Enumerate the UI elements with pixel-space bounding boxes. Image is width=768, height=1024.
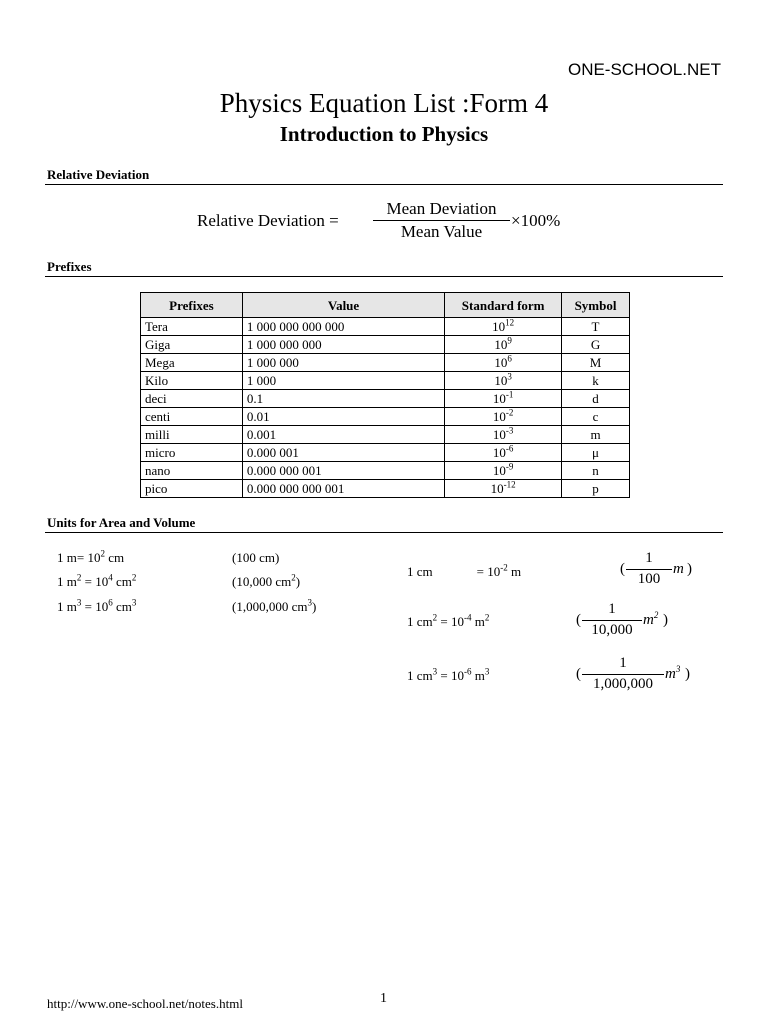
formula-fraction: [373, 199, 510, 242]
note-text: (100 cm): [232, 550, 280, 565]
superscript: 2: [432, 612, 438, 623]
standard-form-cell: [445, 372, 562, 390]
fraction-numerator: 1: [608, 601, 616, 617]
symbol-cell: n: [562, 462, 630, 480]
base-ten: 10: [494, 337, 508, 352]
table-row: [141, 408, 630, 426]
value-cell: 0.000 000 000 001: [242, 480, 444, 498]
unit-conversion-row: [407, 564, 521, 580]
close-paren: ): [687, 561, 692, 577]
section-divider: [45, 276, 723, 277]
superscript: 3: [432, 666, 438, 677]
footer-url: http://www.one-school.net/notes.html: [47, 996, 243, 1011]
symbol-cell: M: [562, 354, 630, 372]
unit-text: cm: [112, 574, 132, 589]
base-ten: 10: [492, 463, 506, 478]
symbol-cell: c: [562, 408, 630, 426]
prefix-cell: Kilo: [141, 372, 243, 390]
fraction-denominator: 10,000: [591, 622, 633, 638]
close-paren: ): [663, 612, 668, 628]
table-row: [141, 318, 630, 336]
unit-letter: m: [643, 612, 654, 628]
prefixes-table: [140, 292, 630, 498]
superscript: -12: [503, 479, 516, 490]
unit-text: m: [471, 614, 485, 629]
prefixes-table-body: [141, 318, 630, 498]
superscript: -2: [505, 407, 514, 418]
section-divider: [45, 532, 723, 533]
prefix-cell: centi: [141, 408, 243, 426]
prefix-cell: micro: [141, 444, 243, 462]
superscript: -2: [500, 562, 508, 573]
base-ten: 10: [492, 409, 506, 424]
fraction-unit: [665, 666, 680, 683]
unit-conversion-row: [57, 599, 136, 615]
symbol-cell: k: [562, 372, 630, 390]
unit-conversion-row: [407, 614, 489, 630]
base-ten: 10: [492, 319, 506, 334]
standard-form-cell: [445, 390, 562, 408]
column-header: Value: [242, 293, 444, 318]
note-text: ): [311, 599, 317, 614]
unit-text: 1 m: [57, 599, 77, 614]
standard-form-cell: [445, 354, 562, 372]
table-row: [141, 462, 630, 480]
superscript: 3: [307, 597, 312, 608]
unit-text: 1 cm: [407, 614, 433, 629]
superscript: 2: [653, 610, 659, 620]
value-cell: 0.001: [242, 426, 444, 444]
table-row: [141, 354, 630, 372]
fraction-denominator: 1,000,000: [593, 676, 653, 692]
prefix-cell: milli: [141, 426, 243, 444]
section-heading-prefixes: Prefixes: [47, 259, 92, 274]
unit-letter: m: [673, 561, 684, 577]
value-cell: 1 000 000 000: [242, 336, 444, 354]
fraction-bar: [582, 620, 642, 621]
table-row: [141, 480, 630, 498]
superscript: 3: [675, 664, 681, 674]
superscript: 2: [484, 612, 490, 623]
table-header-row: [141, 293, 630, 318]
table-row: [141, 444, 630, 462]
fraction-denominator: 100: [637, 571, 661, 587]
fraction-expression: [576, 601, 666, 643]
unit-text: 1 cm: [407, 668, 433, 683]
column-header: Prefixes: [141, 293, 243, 318]
formula-rhs: ×100%: [511, 211, 561, 230]
unit-text: 1 cm: [407, 564, 433, 579]
value-cell: 0.000 000 001: [242, 462, 444, 480]
open-paren: (: [620, 561, 625, 577]
unit-conversion-row: [57, 550, 124, 566]
superscript: 2: [76, 572, 82, 583]
table-row: [141, 372, 630, 390]
prefix-cell: pico: [141, 480, 243, 498]
symbol-cell: d: [562, 390, 630, 408]
value-cell: 0.000 001: [242, 444, 444, 462]
prefix-cell: Giga: [141, 336, 243, 354]
close-paren: ): [685, 666, 690, 682]
standard-form-cell: [445, 426, 562, 444]
unit-conversion-row: [407, 668, 489, 684]
superscript: 4: [108, 572, 113, 583]
unit-conversion-note: [232, 574, 300, 590]
fraction-numerator: 1: [645, 550, 653, 566]
base-ten: 10: [490, 481, 504, 496]
formula-lhs: Relative Deviation =: [197, 211, 339, 230]
value-cell: 1 000 000 000 000: [242, 318, 444, 336]
superscript: 12: [505, 317, 515, 328]
unit-conversion-note: [232, 599, 316, 615]
superscript: 2: [100, 548, 105, 559]
standard-form-cell: [445, 444, 562, 462]
formula-numerator: Mean Deviation: [386, 199, 497, 218]
unit-text: cm: [104, 550, 125, 565]
prefix-cell: Tera: [141, 318, 243, 336]
page-subtitle: Introduction to Physics: [279, 122, 489, 146]
unit-text: m: [471, 668, 485, 683]
page-title: Physics Equation List :Form 4: [219, 88, 549, 118]
fraction-bar: [582, 674, 664, 675]
table-row: [141, 390, 630, 408]
site-name: ONE-SCHOOL.NET: [567, 60, 721, 79]
base-ten: 10: [492, 391, 506, 406]
standard-form-cell: [445, 336, 562, 354]
symbol-cell: G: [562, 336, 630, 354]
symbol-cell: μ: [562, 444, 630, 462]
base-ten: 10: [492, 427, 506, 442]
superscript: 9: [507, 335, 512, 346]
unit-conversion-note: [232, 550, 279, 566]
note-text: (1,000,000 cm: [232, 599, 308, 614]
base-ten: 10: [492, 445, 506, 460]
unit-text: = 10: [476, 564, 501, 579]
unit-text: 1 m: [57, 550, 77, 565]
symbol-cell: p: [562, 480, 630, 498]
page-number: 1: [380, 991, 387, 1006]
superscript: -6: [463, 666, 472, 677]
section-heading-units: Units for Area and Volume: [47, 515, 196, 530]
fraction-bar: [626, 569, 672, 570]
unit-text: = 10: [81, 574, 109, 589]
superscript: -6: [505, 443, 514, 454]
open-paren: (: [576, 612, 581, 628]
value-cell: 1 000 000: [242, 354, 444, 372]
standard-form-cell: [445, 462, 562, 480]
note-text: (10,000 cm: [232, 574, 292, 589]
superscript: -9: [505, 461, 514, 472]
column-header: Standard form: [445, 293, 562, 318]
superscript: 3: [507, 371, 512, 382]
note-text: ): [295, 574, 301, 589]
superscript: 3: [76, 597, 82, 608]
value-cell: 1 000: [242, 372, 444, 390]
table-row: [141, 426, 630, 444]
unit-text: = 10: [81, 599, 109, 614]
superscript: 6: [507, 353, 512, 364]
table-row: [141, 336, 630, 354]
superscript: 2: [131, 572, 137, 583]
unit-text: 1 m: [57, 574, 77, 589]
unit-text: = 10: [76, 550, 101, 565]
fraction-numerator: 1: [619, 655, 627, 671]
symbol-cell: m: [562, 426, 630, 444]
base-ten: 10: [494, 373, 508, 388]
superscript: 2: [291, 572, 296, 583]
fraction-expression: [576, 655, 688, 697]
unit-letter: m: [665, 666, 676, 682]
superscript: 3: [484, 666, 490, 677]
open-paren: (: [576, 666, 581, 682]
standard-form-cell: [445, 408, 562, 426]
formula-denominator: Mean Value: [400, 222, 483, 241]
unit-text: m: [507, 564, 522, 579]
fraction-unit: [643, 612, 658, 629]
prefix-cell: deci: [141, 390, 243, 408]
section-divider: [45, 184, 723, 185]
base-ten: 10: [494, 355, 508, 370]
superscript: -1: [505, 389, 514, 400]
superscript: 6: [108, 597, 113, 608]
fraction-bar: [373, 220, 510, 221]
value-cell: 0.1: [242, 390, 444, 408]
fraction-expression: [620, 550, 696, 592]
superscript: 3: [131, 597, 137, 608]
unit-text: cm: [112, 599, 132, 614]
fraction-unit: [673, 561, 684, 578]
standard-form-cell: [445, 318, 562, 336]
column-header: Symbol: [562, 293, 630, 318]
prefix-cell: Mega: [141, 354, 243, 372]
superscript: -4: [463, 612, 472, 623]
standard-form-cell: [445, 480, 562, 498]
unit-text: = 10: [437, 668, 464, 683]
prefix-cell: nano: [141, 462, 243, 480]
unit-text: = 10: [437, 614, 464, 629]
value-cell: 0.01: [242, 408, 444, 426]
unit-conversion-row: [57, 574, 136, 590]
symbol-cell: T: [562, 318, 630, 336]
superscript: -3: [505, 425, 514, 436]
section-heading-relative-deviation: Relative Deviation: [47, 167, 150, 182]
